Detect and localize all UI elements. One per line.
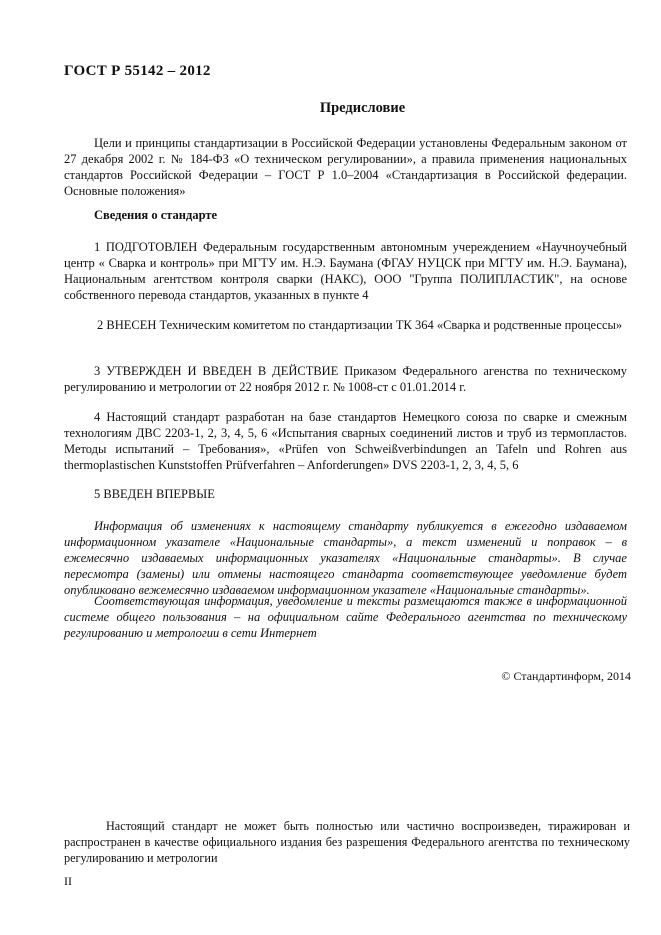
intro-paragraph: Цели и принципы стандартизации в Российской Федерации установлены Федеральным законом от 27 декабря 2002 г. № 184-ФЗ «О техническом регулировании», а правила применения национальных стандартов Российской Федерации – ГОСТ Р 1.0–2004 «Стандартизация в Российской федерации. Основные положения» bbox=[64, 136, 627, 198]
reproduction-note: Настоящий стандарт не может быть полностью или частично воспроизведен, тиражирован и распространен в качестве официального издания без разрешения Федерального агентства по техническому регулированию и метрологии bbox=[64, 819, 630, 865]
item-introduced-by: 2 ВНЕСЕН Техническим комитетом по стандартизации ТК 364 «Сварка и родственные процессы» bbox=[97, 318, 623, 332]
document-code: ГОСТ Р 55142 – 2012 bbox=[64, 63, 211, 79]
copyright: © Стандартинформ, 2014 bbox=[501, 669, 631, 683]
notice-info: Соответствующая информация, уведомление и тексты размещаются также в информационной системе общего пользования – на официальном сайте Федерального агентства по техническому регулированию и метрологии в сети Интернет bbox=[64, 594, 627, 640]
notice-changes: Информация об изменениях к настоящему стандарту публикуется в ежегодно издаваемом информационном указателе «Национальные стандарты», а текст изменений и поправок – в ежемесячно издаваемых информационных указателях «Национальные стандарты». В случае пересмотра (замены) или отмены настоящего стандарта соответствующее уведомление будет опубликовано вежемесячно издаваемом информационном указателе «Национальные стандарты». bbox=[64, 519, 627, 597]
page-number: II bbox=[64, 874, 72, 888]
page-title: Предисловие bbox=[319, 100, 406, 116]
item-based-on: 4 Настоящий стандарт разработан на базе стандартов Немецкого союза по сварке и смежным технологиям ДВС 2203-1, 2, 3, 4, 5, 6 «Испытания сварных соединений листов и труб из термопластов. Методы испытаний – Требования», «Prüfen von Schweißverbindungen an Tafeln und Rohren aus thermoplastischen Kunststoffen Prüfverfahren – Anforderungen» DVS 2203-1, 2, 3, 4, 5, 6 bbox=[64, 410, 627, 472]
item-approved: 3 УТВЕРЖДЕН И ВВЕДЕН В ДЕЙСТВИЕ Приказом Федерального агенства по техническому регулированию и метрологии от 22 ноября 2012 г. № 1008-ст с 01.01.2014 г. bbox=[64, 364, 627, 394]
item-first-time: 5 ВВЕДЕН ВПЕРВЫЕ bbox=[94, 487, 215, 501]
item-prepared: 1 ПОДГОТОВЛЕН Федеральным государственным автономным учереждением «Научноучебный центр « Сварка и контроль» при МГТУ им. Н.Э. Баумана (ФГАУ НУЦСК при МГТУ им. Н.Э. Баумана), Национальным агентством контроля сварки (НАКС), ООО "Группа ПОЛИПЛАСТИК", на основе собственного перевода стандартов, указанных в пункте 4 bbox=[64, 240, 627, 302]
section-subheading: Сведения о стандарте bbox=[94, 208, 218, 222]
